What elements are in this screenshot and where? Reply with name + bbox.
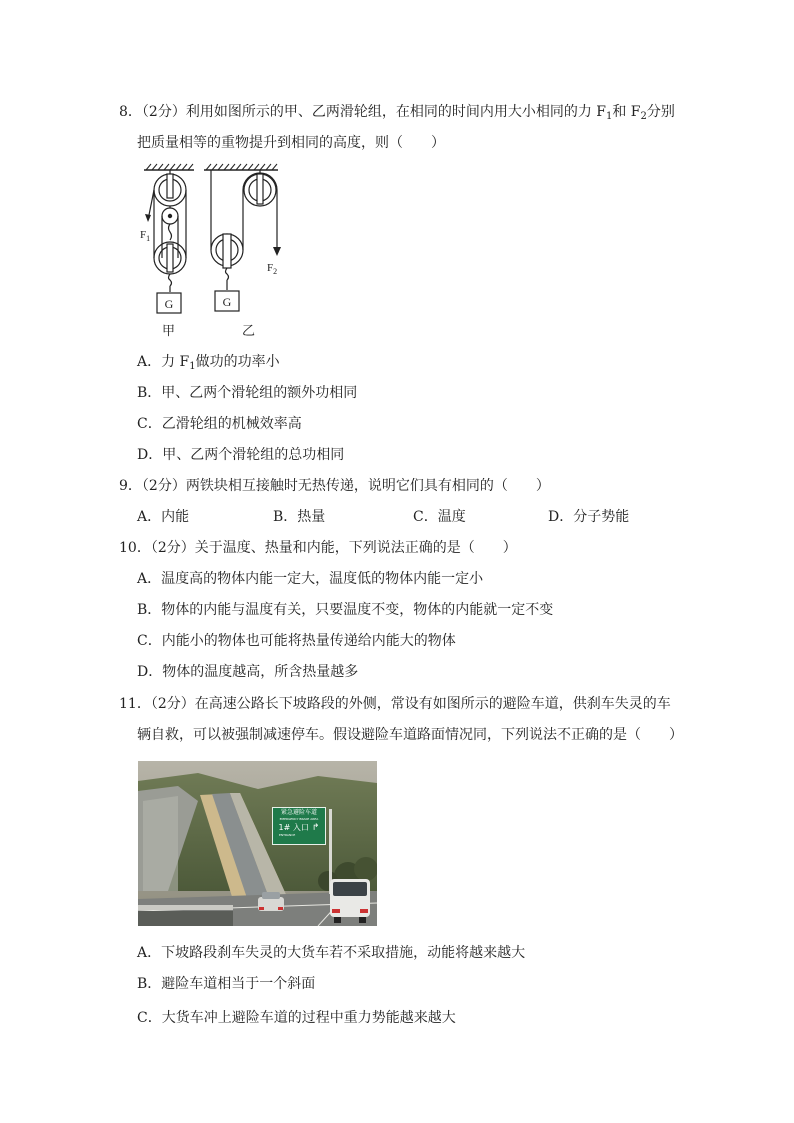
q10-stem: 10．（2分）关于温度、热量和内能，下列说法正确的是（ ） xyxy=(119,540,517,556)
q11-stem-line1: 11．（2分）在高速公路长下坡路段的外侧，常设有如图所示的避险车道，供刹车失灵的车 xyxy=(119,696,671,712)
weight-label-jia: G xyxy=(164,297,174,311)
caption-jia: 甲 xyxy=(162,324,176,339)
force-label-f1: $F_1$ xyxy=(140,229,151,243)
q10-option-c[interactable]: C．内能小的物体也可能将热量传递给内能大的物体 xyxy=(137,633,456,649)
q9-option-b[interactable]: B．热量 xyxy=(273,509,326,525)
q10-option-a[interactable]: A．温度高的物体内能一定大，温度低的物体内能一定小 xyxy=(137,571,484,587)
caption-yi: 乙 xyxy=(242,324,256,339)
q8-stem-line1: 8．（2分）利用如图所示的甲、乙两滑轮组，在相同的时间内用大小相同的力 $F_1$和 $F_2$分别 xyxy=(119,104,675,122)
escape-ramp-photo xyxy=(138,761,377,926)
emergency-ramp-sign xyxy=(272,807,326,845)
sign-subtitle: EMERGENCY BRAKE AREA xyxy=(279,817,319,821)
sign-entry: 1# 入口 xyxy=(278,823,309,832)
q10-option-d[interactable]: D．物体的温度越高，所含热量越多 xyxy=(137,664,359,680)
q8-stem-line2: 把质量相等的重物提升到相同的高度，则（ ） xyxy=(137,135,445,151)
q8-option-b[interactable]: B．甲、乙两个滑轮组的额外功相同 xyxy=(137,385,358,401)
force-arrow-f2 xyxy=(273,247,281,256)
pulley-system-figure xyxy=(136,160,286,340)
q9-option-a[interactable]: A．内能 xyxy=(137,509,190,525)
q11-option-a[interactable]: A．下坡路段刹车失灵的大货车若不采取措施，动能将越来越大 xyxy=(137,945,526,961)
q8-option-a[interactable]: A．力 $F_1$做功的功率小 xyxy=(137,354,280,372)
q10-option-b[interactable]: B．物体的内能与温度有关，只要温度不变，物体的内能就一定不变 xyxy=(137,602,554,618)
turn-arrow-icon: ↱ xyxy=(311,823,320,833)
force-label-f2: $F_2$ xyxy=(267,262,278,276)
q9-stem: 9．（2分）两铁块相互接触时无热传递，说明它们具有相同的（ ） xyxy=(119,478,550,494)
weight-label-yi: G xyxy=(222,295,232,309)
q11-option-b[interactable]: B．避险车道相当于一个斜面 xyxy=(137,976,316,992)
force-arrow-f1 xyxy=(145,214,151,222)
q8-option-d[interactable]: D．甲、乙两个滑轮组的总功相同 xyxy=(137,447,345,463)
q11-stem-line2: 辆自救，可以被强制减速停车。假设避险车道路面情况同，下列说法不正确的是（ ） xyxy=(137,727,683,743)
pulley-group-jia xyxy=(148,170,186,292)
q9-option-d[interactable]: D．分子势能 xyxy=(548,509,630,525)
sign-title: 紧急避险车道 xyxy=(280,809,317,816)
ceiling-yi xyxy=(204,164,278,170)
q11-option-c[interactable]: C．大货车冲上避险车道的过程中重力势能越来越大 xyxy=(137,1010,456,1026)
ceiling-jia xyxy=(144,164,194,170)
q8-option-c[interactable]: C．乙滑轮组的机械效率高 xyxy=(137,416,302,432)
van xyxy=(330,879,370,923)
q9-option-c[interactable]: C．温度 xyxy=(413,509,466,525)
sign-entry-en: ENTRANCE xyxy=(279,833,296,837)
